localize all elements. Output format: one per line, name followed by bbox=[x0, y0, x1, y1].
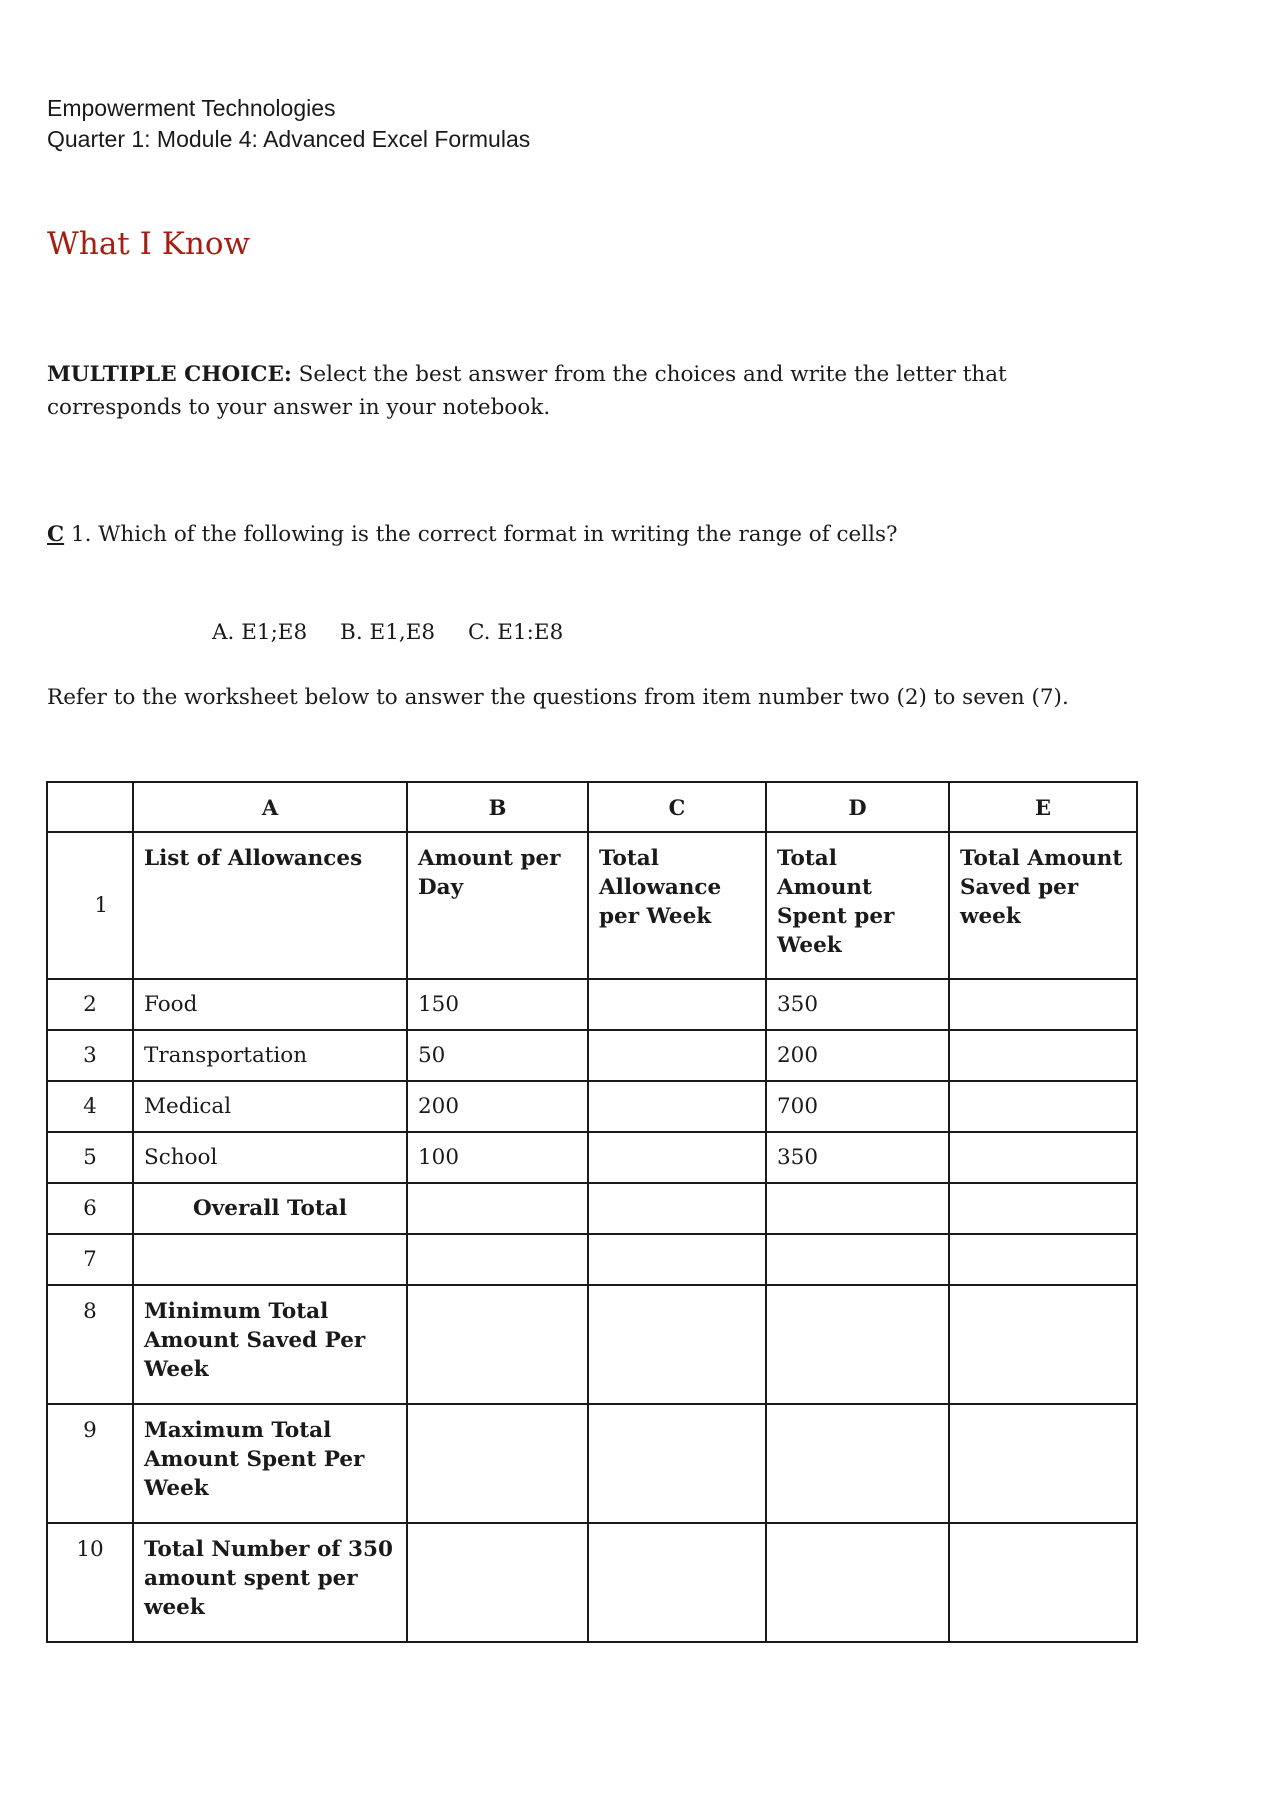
row-number: 1 bbox=[47, 832, 133, 979]
cell-c9 bbox=[588, 1404, 766, 1523]
question-1-answer: C bbox=[47, 522, 65, 547]
cell-d9 bbox=[766, 1404, 949, 1523]
choice-c: C. E1:E8 bbox=[467, 620, 564, 645]
cell-b8 bbox=[407, 1285, 588, 1404]
section-title: What I Know bbox=[47, 226, 251, 262]
cell-b9 bbox=[407, 1404, 588, 1523]
cell-c10 bbox=[588, 1523, 766, 1642]
cell-a9: Maximum Total Amount Spent Per Week bbox=[133, 1404, 407, 1523]
cell-d4: 700 bbox=[766, 1081, 949, 1132]
instructions bbox=[47, 359, 1047, 424]
table-row bbox=[47, 1234, 1137, 1285]
row-number: 6 bbox=[47, 1183, 133, 1234]
cell-e2 bbox=[949, 979, 1137, 1030]
table-row bbox=[47, 1404, 1137, 1523]
table-row bbox=[47, 1030, 1137, 1081]
cell-d1: Total Amount Spent per Week bbox=[766, 832, 949, 979]
column-header-row bbox=[47, 782, 1137, 832]
column-header-c: C bbox=[588, 782, 766, 832]
column-header-a: A bbox=[133, 782, 407, 832]
row-number: 9 bbox=[47, 1404, 133, 1523]
row-number: 5 bbox=[47, 1132, 133, 1183]
cell-e10 bbox=[949, 1523, 1137, 1642]
column-header-d: D bbox=[766, 782, 949, 832]
worksheet-table bbox=[46, 781, 1138, 1643]
cell-d5: 350 bbox=[766, 1132, 949, 1183]
cell-c5 bbox=[588, 1132, 766, 1183]
cell-e8 bbox=[949, 1285, 1137, 1404]
cell-b10 bbox=[407, 1523, 588, 1642]
cell-b2: 150 bbox=[407, 979, 588, 1030]
cell-c6 bbox=[588, 1183, 766, 1234]
table-row bbox=[47, 1285, 1137, 1404]
table-row bbox=[47, 979, 1137, 1030]
cell-e1: Total Amount Saved per week bbox=[949, 832, 1137, 979]
cell-e9 bbox=[949, 1404, 1137, 1523]
cell-c2 bbox=[588, 979, 766, 1030]
choice-b: B. E1,E8 bbox=[340, 620, 436, 645]
instructions-label: MULTIPLE CHOICE: bbox=[47, 362, 292, 387]
row-number: 10 bbox=[47, 1523, 133, 1642]
table-row bbox=[47, 1132, 1137, 1183]
cell-a2: Food bbox=[133, 979, 407, 1030]
cell-d3: 200 bbox=[766, 1030, 949, 1081]
cell-a8: Minimum Total Amount Saved Per Week bbox=[133, 1285, 407, 1404]
cell-a5: School bbox=[133, 1132, 407, 1183]
document-subject: Empowerment Technologies bbox=[47, 95, 336, 121]
cell-c1: Total Allowance per Week bbox=[588, 832, 766, 979]
column-header-b: B bbox=[407, 782, 588, 832]
cell-d6 bbox=[766, 1183, 949, 1234]
cell-a7 bbox=[133, 1234, 407, 1285]
row-number: 3 bbox=[47, 1030, 133, 1081]
instructions-text: Select the best answer from the choices and write the letter that corresponds to your answer in your notebook. bbox=[47, 362, 1007, 420]
cell-e3 bbox=[949, 1030, 1137, 1081]
table-row bbox=[47, 1081, 1137, 1132]
table-row bbox=[47, 832, 1137, 979]
cell-e4 bbox=[949, 1081, 1137, 1132]
row-number: 8 bbox=[47, 1285, 133, 1404]
refer-instruction: Refer to the worksheet below to answer the questions from item number two (2) to seven (7). bbox=[47, 685, 1069, 710]
cell-d7 bbox=[766, 1234, 949, 1285]
cell-d2: 350 bbox=[766, 979, 949, 1030]
table-row bbox=[47, 1183, 1137, 1234]
cell-a6: Overall Total bbox=[133, 1183, 407, 1234]
cell-c4 bbox=[588, 1081, 766, 1132]
row-number: 7 bbox=[47, 1234, 133, 1285]
question-1-text: 1. Which of the following is the correct format in writing the range of cells? bbox=[64, 522, 898, 547]
cell-a3: Transportation bbox=[133, 1030, 407, 1081]
cell-b1: Amount per Day bbox=[407, 832, 588, 979]
cell-b6 bbox=[407, 1183, 588, 1234]
cell-b5: 100 bbox=[407, 1132, 588, 1183]
row-number: 4 bbox=[47, 1081, 133, 1132]
document-module: Quarter 1: Module 4: Advanced Excel Formulas bbox=[47, 126, 531, 152]
question-1 bbox=[47, 519, 947, 552]
corner-cell bbox=[47, 782, 133, 832]
cell-c3 bbox=[588, 1030, 766, 1081]
cell-a1: List of Allowances bbox=[133, 832, 407, 979]
table-row bbox=[47, 1523, 1137, 1642]
row-number: 2 bbox=[47, 979, 133, 1030]
cell-c7 bbox=[588, 1234, 766, 1285]
question-1-choices bbox=[212, 617, 589, 650]
choice-a: A. E1;E8 bbox=[212, 620, 308, 645]
cell-c8 bbox=[588, 1285, 766, 1404]
cell-a10: Total Number of 350 amount spent per week bbox=[133, 1523, 407, 1642]
cell-d8 bbox=[766, 1285, 949, 1404]
cell-b7 bbox=[407, 1234, 588, 1285]
cell-d10 bbox=[766, 1523, 949, 1642]
cell-b4: 200 bbox=[407, 1081, 588, 1132]
cell-e5 bbox=[949, 1132, 1137, 1183]
cell-e7 bbox=[949, 1234, 1137, 1285]
cell-b3: 50 bbox=[407, 1030, 588, 1081]
cell-a4: Medical bbox=[133, 1081, 407, 1132]
cell-e6 bbox=[949, 1183, 1137, 1234]
column-header-e: E bbox=[949, 782, 1137, 832]
